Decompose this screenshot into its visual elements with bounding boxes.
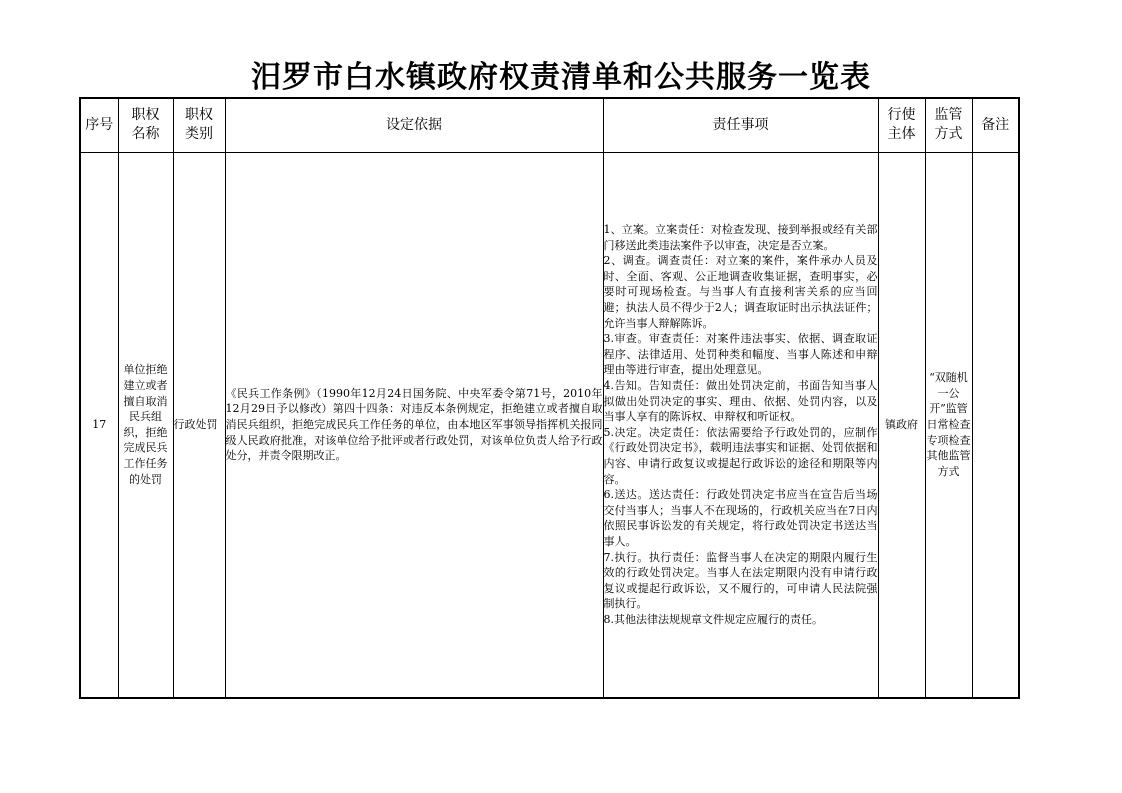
responsibility-item: 8.其他法律法规规章文件规定应履行的责任。: [603, 612, 823, 626]
responsibility-item: 6.送达。送达责任：行政处罚决定书应当在宣告后当场交付当事人；当事人不在现场的，行政机关应当在7日内依照民事诉讼发的有关规定，将行政处罚决定书送达当事人。: [603, 488, 878, 548]
responsibility-item: 7.执行。执行责任：监督当事人在决定的期限内履行生效的行政处罚决定。当事人在法定期限内没有申请行政复议或提起行政诉讼，又不履行的，可申请人民法院强制执行。: [603, 550, 878, 611]
cell-category: 行政处罚: [173, 152, 225, 698]
responsibility-item: 5.决定。决定责任：依法需要给予行政处罚的，应制作《行政处罚决定书》，载明违法事实和证据、处罚依据和内容、申请行政复议或提起行政诉讼的途径和期限等内容。: [603, 425, 878, 486]
header-remark: 备注: [972, 98, 1019, 152]
header-category-line: 类别: [185, 126, 213, 143]
header-subject-line: 行使: [887, 107, 916, 124]
header-responsibility: 责任事项: [603, 98, 878, 152]
header-no: 序号: [80, 98, 118, 152]
responsibility-item: 1、立案。立案责任：对检查发现、接到举报或经有关部门移送此类违法案件予以审查，决定是否立案。: [603, 223, 878, 252]
header-subject: [878, 98, 925, 152]
cell-responsibility: [603, 152, 878, 698]
cell-supervision: “双随机一公开”监管 日常检查 专项检查 其他监管方式: [925, 152, 972, 698]
header-name: [118, 98, 173, 152]
cell-subject: 镇政府: [878, 152, 925, 698]
responsibility-item: 4.告知。告知责任：做出处罚决定前，书面告知当事人拟做出处罚决定的事实、理由、依据、处罚内容，以及当事人享有的陈诉权、申辩权和听证权。: [603, 378, 878, 424]
header-category: [173, 98, 225, 152]
responsibility-table: [79, 97, 1020, 699]
responsibility-item: 2、调查。调查责任：对立案的案件，案件承办人员及时、全面、客观、公正地调查收集证据，查明事实，必要时可现场检查。与当事人有直接利害关系的应当回避；执法人员不得少于2人；调查取证时出示执法证件；允许当事人辩解陈诉。: [603, 254, 878, 330]
header-category-line: 职权: [185, 107, 213, 124]
header-name-line: 名称: [131, 126, 160, 143]
header-supervision: [925, 98, 972, 152]
header-supervision-line: 方式: [934, 126, 963, 143]
header-subject-line: 主体: [887, 126, 916, 143]
cell-basis: 《民兵工作条例》（1990年12月24日国务院、中央军委令第71号，2010年12月29日予以修改）第四十四条：对违反本条例规定，拒绝建立或者擅自取消民兵组织，拒绝完成民兵工作任务的单位，由本地区军事领导指挥机关报同级人民政府批准，对该单位给予批评或者行政处罚，对该单位负责人给予行政处分，并责令限期改正。: [225, 152, 603, 698]
header-basis: 设定依据: [225, 98, 603, 152]
cell-no: 17: [80, 152, 118, 698]
responsibility-item: 3.审查。审查责任：对案件违法事实、依据、调查取证程序、法律适用、处罚种类和幅度、当事人陈述和申辩理由等进行审查，提出处理意见。: [603, 332, 878, 377]
header-name-line: 职权: [131, 107, 160, 124]
page-title: 汨罗市白水镇政府权责清单和公共服务一览表: [251, 60, 871, 95]
table-header-row: [80, 98, 1019, 152]
table-row: [80, 152, 1019, 698]
cell-remark: [972, 152, 1019, 698]
header-supervision-line: 监管: [934, 107, 963, 124]
cell-name: 单位拒绝建立或者擅自取消民兵组织，拒绝完成民兵工作任务的处罚: [118, 152, 173, 698]
